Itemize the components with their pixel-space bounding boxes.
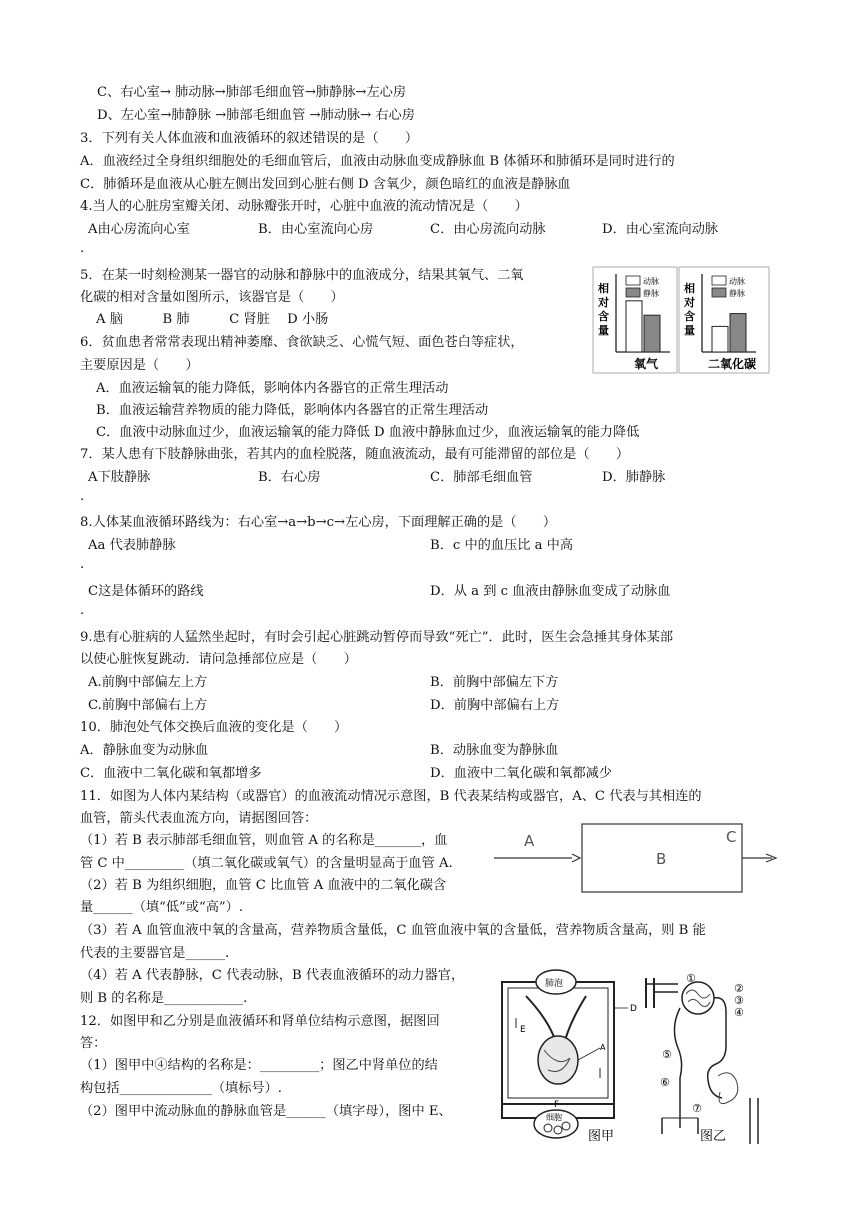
q11-part3-b: 代表的主要器官是______. xyxy=(80,946,230,961)
legend-label: 动脉 xyxy=(729,277,745,286)
q4-stem: 4.当人的心脏房室瓣关闭、动脉瓣张开时，心脏中血液的流动情况是（ ） xyxy=(80,199,528,214)
q8-option-a: Aa 代表肺静脉 xyxy=(88,538,176,553)
q8-option-b: B．c 中的血压比 a 中高 xyxy=(430,538,574,553)
q6-stem-2: 主要原因是（ ） xyxy=(80,358,199,373)
q7-stem: 7．某人患有下肢静脉曲张，若其内的血栓脱落，随血液流动，最有可能滞留的部位是（ ） xyxy=(80,447,630,462)
q7-option-d: D．肺静脉 xyxy=(602,470,666,485)
q9-option-d: D．前胸中部偏右上方 xyxy=(430,698,560,713)
q6-stem-1: 6．贫血患者常常表现出精神萎靡、食欲缺乏、心慌气短、面色苍白等症状， xyxy=(80,335,524,350)
y-axis-label-char: 对 xyxy=(598,296,609,309)
q11-stem-1: 11．如图为人体内某结构（或器官）的血液流动情况示意图，B 代表某结构或器官，A、C 代表与其相连的 xyxy=(80,789,702,804)
q4-dot: . xyxy=(80,241,85,256)
mark-1: ① xyxy=(686,972,696,985)
vessel-a-label: A xyxy=(524,832,535,850)
q8-dot-1: . xyxy=(80,557,85,572)
legend-label: 静脉 xyxy=(729,289,745,298)
bar-venous xyxy=(644,315,660,352)
bar-arterial xyxy=(626,301,642,352)
q4-option-c: C．由心房流向动脉 xyxy=(430,222,546,237)
x-axis-label: 二氧化碳 xyxy=(707,357,757,371)
oxygen-chart xyxy=(592,266,678,374)
figure-jia-circulation xyxy=(496,968,644,1144)
q8-option-c: C这是体循环的路线 xyxy=(88,584,204,599)
q4-option-a: A由心房流向心室 xyxy=(88,222,190,237)
q7-option-a: A下肢静脉 xyxy=(88,470,151,485)
q8-stem: 8.人体某血液循环路线为：右心室→a→b→c→左心房，下面理解正确的是（ ） xyxy=(80,515,557,530)
label-d: D xyxy=(630,1004,637,1014)
bar-venous xyxy=(730,314,746,352)
q6-option-b: B．血液运输营养物质的能力降低，影响体内各器官的正常生理活动 xyxy=(96,403,489,418)
y-axis-label-char: 相 xyxy=(684,282,695,295)
heart-label-a: A xyxy=(600,1043,606,1052)
q6-option-cd: C．血液中动脉血过少，血液运输氧的能力降低 D 血液中静脉血过少，血液运输氧的能力降低 xyxy=(96,425,640,440)
q12-part1-a: （1）图甲中④结构的名称是：_________；图乙中肾单位的结 xyxy=(80,1058,438,1073)
q5-options: A 脑 B 肺 C 肾脏 D 小肠 xyxy=(96,312,329,327)
q12-part1-b: 构包括______________（填标号）. xyxy=(80,1081,283,1096)
bar-arterial xyxy=(712,326,728,352)
co2-chart xyxy=(678,266,770,374)
q11-part3-a: （3）若 A 血管血液中氧的含量高，营养物质含量低，C 血管血液中氧的含量低，营养物质含量高，则 B 能 xyxy=(80,923,706,938)
y-axis-label-char: 含 xyxy=(598,310,609,323)
q6-option-a: A．血液运输氧的能力降低，影响体内各器官的正常生理活动 xyxy=(96,381,449,396)
legend-label: 动脉 xyxy=(643,277,659,286)
q12-stem-2: 答： xyxy=(80,1036,107,1051)
figure-yi-nephron xyxy=(640,968,780,1144)
mark-3: ③ xyxy=(734,994,744,1007)
mark-7: ⑦ xyxy=(692,1102,702,1115)
label-e: E xyxy=(520,1025,526,1035)
q12-stem-1: 12．如图甲和乙分别是血液循环和肾单位结构示意图，据图回 xyxy=(80,1014,440,1029)
q8-option-d: D．从 a 到 c 血液由静脉血变成了动脉血 xyxy=(430,584,671,599)
q2-option-c: C、右心室→ 肺动脉→肺部毛细血管→肺静脉→左心房 xyxy=(97,85,407,100)
legend-swatch xyxy=(712,288,726,297)
q4-option-b: B．由心室流向心房 xyxy=(258,222,374,237)
q5-stem-2: 化碳的相对含量如图所示，该器官是（ ） xyxy=(80,290,344,305)
x-axis-label: 氧气 xyxy=(633,357,659,371)
q9-option-b: B．前胸中部偏左下方 xyxy=(430,675,559,690)
mark-2: ② xyxy=(734,982,744,995)
q7-dot: . xyxy=(80,489,85,504)
q7-option-b: B．右心房 xyxy=(258,470,321,485)
figure-yi-caption: 图乙 xyxy=(700,1129,727,1144)
q11-stem-2: 血管，箭头代表血流方向，请据图回答： xyxy=(80,811,318,826)
y-axis-label-char: 含 xyxy=(684,310,695,323)
q11-part2-a: （2）若 B 为组织细胞，血管 C 比血管 A 血液中的二氧化碳含 xyxy=(80,878,447,893)
mark-6: ⑥ xyxy=(660,1076,670,1089)
y-axis-label-char: 量 xyxy=(684,324,695,337)
structure-b-label: B xyxy=(656,850,667,868)
q10-stem: 10．肺泡处气体交换后血液的变化是（ ） xyxy=(80,720,348,735)
q9-stem-1: 9.患有心脏病的人猛然坐起时，有时会引起心脏跳动暂停而导致“死亡”．此时，医生会急捶其身体某部 xyxy=(80,630,674,645)
q3-option-ab: A．血液经过全身组织细胞处的毛细血管后，血液由动脉血变成静脉血 B 体循环和肺循环是同时进行的 xyxy=(80,154,675,169)
lung-label: 肺泡 xyxy=(545,979,564,989)
q10-option-a: A．静脉血变为动脉血 xyxy=(80,743,209,758)
q7-option-c: C．肺部毛细血管 xyxy=(430,470,533,485)
glomerulus xyxy=(682,982,714,1014)
label-f: F xyxy=(554,1100,560,1110)
q9-stem-2: 以使心脏恢复跳动．请问急捶部位应是（ ） xyxy=(80,652,357,667)
abc-flow-diagram xyxy=(492,818,782,900)
q10-option-c: C．血液中二氧化碳和氧都增多 xyxy=(80,766,262,781)
q4-option-d: D．由心室流向动脉 xyxy=(602,222,719,237)
y-axis-label-char: 量 xyxy=(598,324,609,337)
y-axis-label-char: 相 xyxy=(598,282,609,295)
cell-label: 细胞 xyxy=(546,1113,562,1122)
q3-option-cd: C．肺循环是血液从心脏左侧出发回到心脏右侧 D 含氧少，颜色暗红的血液是静脉血 xyxy=(80,177,571,192)
q11-part4-a: （4）若 A 代表静脉，C 代表动脉，B 代表血液循环的动力器官， xyxy=(80,968,465,983)
q11-part4-b: 则 B 的名称是____________. xyxy=(80,991,248,1006)
q11-part1-b: 管 C 中_________（填二氧化碳或氧气）的含量明显高于血管 A. xyxy=(80,856,453,871)
q11-part1-a: （1）若 B 表示肺部毛细血管，则血管 A 的名称是_______，血 xyxy=(80,833,448,848)
q10-option-b: B．动脉血变为静脉血 xyxy=(430,743,559,758)
q3-stem: 3．下列有关人体血液和血液循环的叙述错误的是（ ） xyxy=(80,131,419,146)
y-axis-label-char: 对 xyxy=(684,296,695,309)
heart xyxy=(538,1036,578,1084)
q9-option-c: C.前胸中部偏右上方 xyxy=(88,698,208,713)
q8-dot-2: . xyxy=(80,603,85,618)
legend-swatch xyxy=(626,276,640,285)
figure-jia-caption: 图甲 xyxy=(588,1129,615,1144)
legend-swatch xyxy=(626,288,640,297)
q5-stem-1: 5．在某一时刻检测某一器官的动脉和静脉中的血液成分，结果其氧气、二氧 xyxy=(80,268,524,283)
legend-label: 静脉 xyxy=(643,289,659,298)
q10-option-d: D．血液中二氧化碳和氧都减少 xyxy=(430,766,613,781)
vessel-c-label: C xyxy=(726,828,737,846)
q9-option-a: A.前胸中部偏左上方 xyxy=(88,675,208,690)
q11-part2-b: 量______（填“低”或“高”）. xyxy=(80,900,244,915)
q2-option-d: D、左心室→肺静脉 →肺部毛细血管 →肺动脉→ 右心房 xyxy=(97,108,415,123)
mark-4: ④ xyxy=(734,1006,744,1019)
mark-5: ⑤ xyxy=(662,1048,672,1061)
q12-part2-a: （2）图甲中流动脉血的静脉血管是______（填字母），图中 E、 xyxy=(80,1104,452,1119)
legend-swatch xyxy=(712,276,726,285)
